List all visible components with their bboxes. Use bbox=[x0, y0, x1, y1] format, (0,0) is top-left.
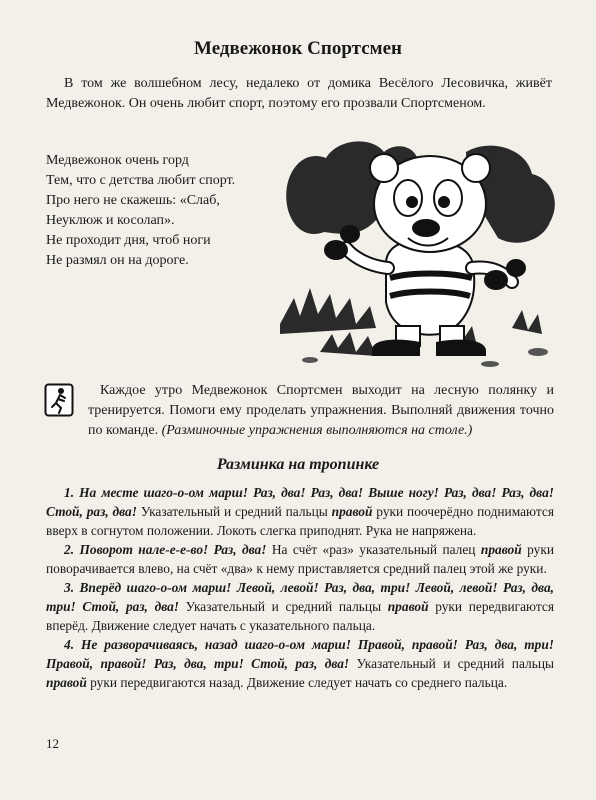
exercise-text: Указательный и средний пальцы bbox=[349, 656, 554, 671]
dumbbell-right bbox=[506, 259, 526, 277]
bear-arm bbox=[346, 248, 388, 268]
pebble-shape bbox=[302, 357, 318, 363]
exercise-text: Указательный и средний пальцы bbox=[136, 504, 332, 519]
intro-paragraph: В том же волшебном лесу, недалеко от домика Весёлого Лесовичка, живёт Медвежонок. Он очень любит спорт, поэтому его прозвали Спортсменом. bbox=[46, 76, 552, 111]
poem-line: Неуклюж и косолап». bbox=[46, 213, 175, 228]
pebble-shape bbox=[481, 361, 499, 367]
bear-shoe bbox=[372, 340, 420, 356]
page-title: Медвежонок Спортсмен bbox=[194, 38, 402, 59]
poem-line: Про него не скажешь: «Слаб, bbox=[46, 193, 220, 208]
exercise-item bbox=[46, 578, 554, 635]
exercise-command: 3. Вперёд шаго-о-ом марш! Левой, левой! Раз, два, три! Левой, левой! Раз, два, три! Стой, раз, два! bbox=[46, 580, 554, 614]
task-note: (Разминочные упражнения выполняются на столе.) bbox=[161, 423, 473, 438]
exercise-command: 4. Не разворачиваясь, назад шаго-о-ом марш! Правой, правой! Раз, два, три! Правой, правой! Раз, два, три! Стой, раз, два! bbox=[46, 637, 554, 671]
exercise-hand: правой bbox=[387, 599, 429, 614]
bear-nose bbox=[412, 219, 440, 237]
exercise-item bbox=[46, 483, 554, 540]
section-heading: Разминка на тропинке bbox=[216, 456, 380, 473]
bear-shoe bbox=[436, 340, 486, 356]
bear-pupil bbox=[406, 196, 418, 208]
bear-body bbox=[386, 240, 474, 335]
exercise-text: руки передвигаются вперёд. Движение следует начать с указательного пальца. bbox=[46, 599, 554, 633]
bear-athlete-illustration bbox=[280, 138, 570, 370]
exercise-text: руки передвигаются назад. Движение следует начать со среднего пальца. bbox=[86, 675, 508, 690]
exercise-text: руки поочерёдно поднимаются вверх в согнутом положении. Локоть слегка приподнят. Рука не напряжена. bbox=[46, 504, 554, 538]
bear-pupil bbox=[438, 196, 450, 208]
page-number: 12 bbox=[46, 736, 59, 751]
pebble-shape bbox=[528, 348, 548, 356]
poem bbox=[46, 151, 286, 271]
exercise-list bbox=[46, 483, 554, 692]
exercise-item bbox=[46, 635, 554, 692]
exercise-text: Указательный и средний пальцы bbox=[179, 599, 388, 614]
bear-ear bbox=[370, 154, 398, 182]
exercise-command: 1. На месте шаго-о-ом марш! Раз, два! Раз, два! Выше ногу! Раз, два! Раз, два! Стой, раз, два! bbox=[46, 485, 554, 519]
dumbbell-left bbox=[340, 225, 360, 243]
poem-line: Тем, что с детства любит спорт. bbox=[46, 173, 236, 188]
running-man-icon bbox=[44, 383, 74, 417]
exercise-hand: правой bbox=[331, 504, 373, 519]
poem-line: Не проходит дня, чтоб ноги bbox=[46, 233, 211, 248]
exercise-hand: правой bbox=[480, 542, 522, 557]
task-paragraph bbox=[88, 381, 554, 441]
exercise-text: На счёт «раз» указательный палец bbox=[266, 542, 481, 557]
task-text: Каждое утро Медвежонок Спортсмен выходит на лесную полянку и тренируется. Помоги ему проделать упражнения. Выполняй движения точно по команде. bbox=[88, 383, 554, 438]
poem-line: Не размял он на дороге. bbox=[46, 253, 189, 268]
grass-shape bbox=[512, 310, 542, 334]
dumbbell-right bbox=[484, 270, 508, 290]
grass-shape bbox=[320, 332, 376, 356]
exercise-command: 2. Поворот нале-е-е-во! Раз, два! bbox=[64, 542, 267, 557]
exercise-text: руки поворачивается влево, на счёт «два» к нему приставляется средний палец этой же руки. bbox=[46, 542, 554, 576]
bear-ear bbox=[462, 154, 490, 182]
poem-line: Медвежонок очень горд bbox=[46, 153, 189, 168]
dumbbell-left bbox=[324, 240, 348, 260]
exercise-hand: правой bbox=[46, 675, 87, 690]
grass-shape bbox=[280, 288, 376, 334]
exercise-item bbox=[46, 540, 554, 578]
